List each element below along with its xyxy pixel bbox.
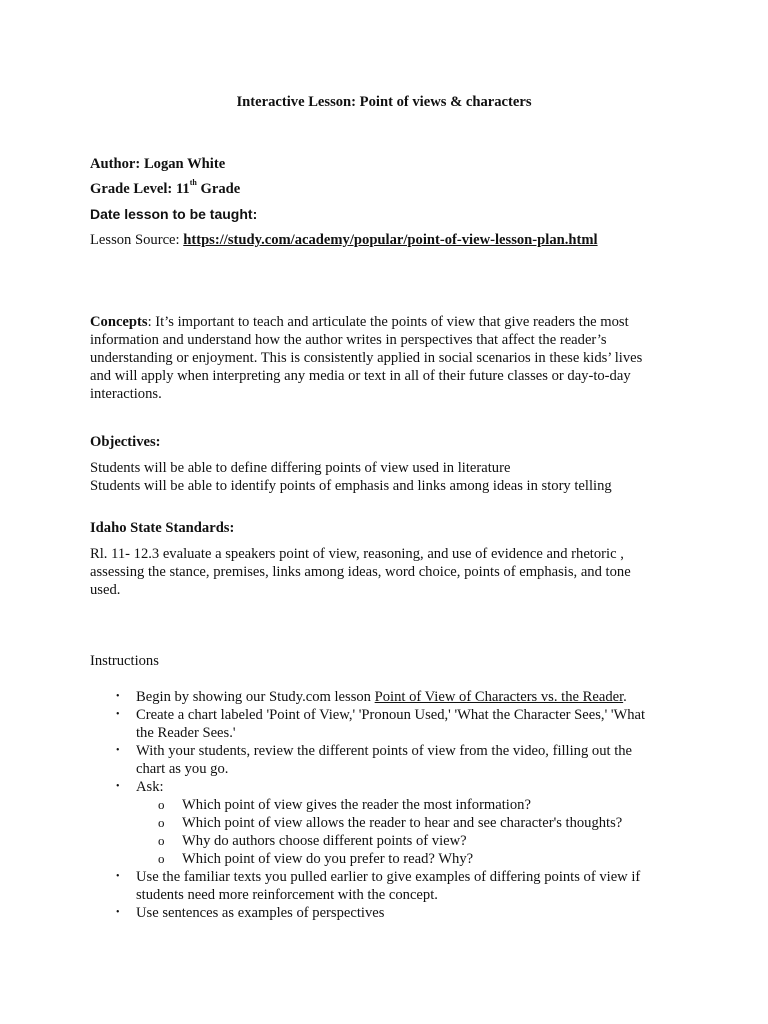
author-line: [90, 155, 225, 173]
grade-suffix: Grade: [200, 181, 241, 197]
instructions-list: [90, 688, 690, 922]
standards-heading: Idaho State Standards:: [90, 520, 235, 536]
source-label: Lesson Source:: [90, 232, 180, 248]
list-item: • With your students, review the different points of view from the video, filling out the chart as you go.: [116, 743, 633, 777]
date-label: Date lesson to be taught:: [90, 206, 258, 222]
source-link[interactable]: https://study.com/academy/popular/point-of-view-lesson-plan.html: [183, 232, 598, 248]
circle-bullet-icon: o: [158, 851, 165, 866]
concepts-label: Concepts: [90, 314, 148, 330]
bullet-icon: •: [116, 871, 120, 882]
question-item: o Which point of view do you prefer to read? Why?: [158, 851, 474, 867]
list-item: • Use sentences as examples of perspectives: [116, 905, 385, 921]
circle-bullet-icon: o: [158, 833, 165, 848]
standards-line: assessing the stance, premises, links among ideas, word choice, points of emphasis, and tone: [90, 564, 631, 580]
lesson-link[interactable]: Point of View of Characters vs. the Reader: [374, 689, 624, 705]
concepts-line: : It’s important to teach and articulate the points of view that give readers the most: [147, 314, 629, 330]
question-item: o Which point of view gives the reader the most information?: [158, 797, 531, 813]
question-item: o Which point of view allows the reader to hear and see character's thoughts?: [158, 815, 623, 831]
concepts-line: interactions.: [90, 386, 162, 402]
question-list: [136, 796, 690, 868]
bullet-icon: •: [116, 691, 120, 702]
grade-label: Grade Level:: [90, 181, 173, 197]
objective-item: Students will be able to define differing points of view used in literature: [90, 460, 511, 476]
source-line: [90, 231, 598, 249]
grade-line: [90, 180, 240, 198]
list-item: • Create a chart labeled 'Point of View,' 'Pronoun Used,' 'What the Character Sees,' 'What the Reader Sees.': [116, 707, 646, 741]
circle-bullet-icon: o: [158, 797, 165, 812]
objectives-list: [90, 459, 662, 495]
standards-paragraph: [90, 545, 662, 599]
bullet-icon: •: [116, 781, 120, 792]
objective-item: Students will be able to identify points of emphasis and links among ideas in story telling: [90, 478, 612, 494]
page-title: Interactive Lesson: Point of views & characters: [236, 94, 532, 110]
grade-superscript: th: [189, 178, 197, 188]
objectives-heading: Objectives:: [90, 434, 161, 450]
bullet-icon: •: [116, 745, 120, 756]
standards-line: Rl. 11- 12.3 evaluate a speakers point of view, reasoning, and use of evidence and rhetoric ,: [90, 546, 624, 562]
bullet-icon: •: [116, 709, 120, 720]
concepts-line: understanding or enjoyment. This is consistently applied in social scenarios in these kids’ lives: [90, 350, 643, 366]
list-item: • Ask: o Which point of view gives the reader the most information? o Which point of view allows the reader to hear and see character's thoughts? o Why do authors choose different points of view? o Which point of view do you prefer to read? Why?: [90, 778, 690, 868]
concepts-paragraph: [90, 313, 662, 403]
concepts-line: information and understand how the author writes in perspectives that affect the reader’s: [90, 332, 607, 348]
standards-line: used.: [90, 582, 121, 598]
instructions-heading: Instructions: [90, 653, 159, 669]
grade-value: 11: [175, 181, 190, 197]
circle-bullet-icon: o: [158, 815, 165, 830]
list-item: • Use the familiar texts you pulled earlier to give examples of differing points of view if students need more reinforcement with the concept.: [116, 869, 641, 903]
author-label: Author:: [90, 156, 141, 172]
bullet-icon: •: [116, 907, 120, 918]
question-item: o Why do authors choose different points of view?: [158, 833, 467, 849]
list-item: • Begin by showing our Study.com lesson Point of View of Characters vs. the Reader.: [116, 689, 627, 705]
concepts-line: and will apply when interpreting any media or text in all of their future classes or day-to-day: [90, 368, 631, 384]
author-name: Logan White: [143, 156, 226, 172]
